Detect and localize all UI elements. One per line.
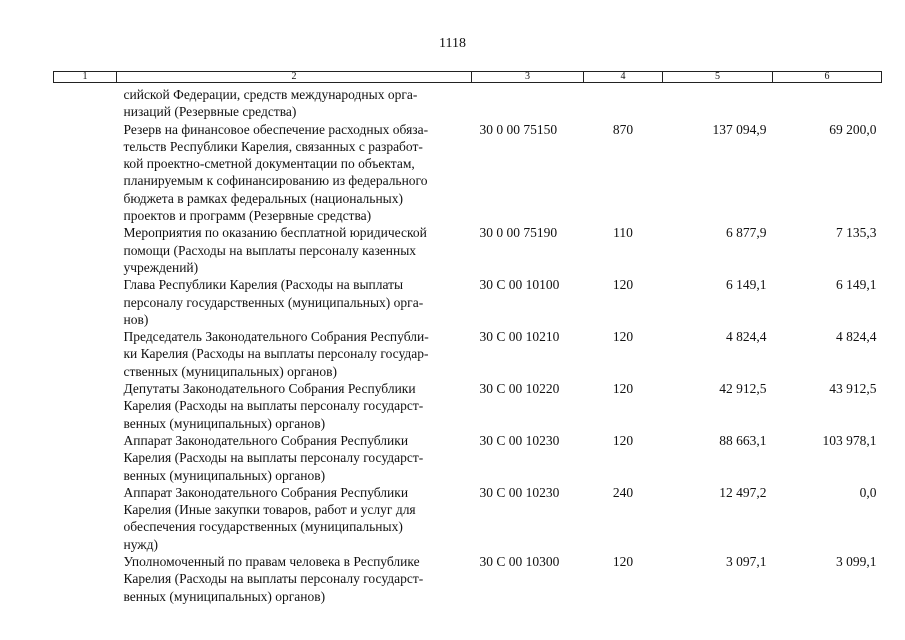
- cell-code: 30 0 00 75190: [479, 225, 558, 241]
- name-line: планируемым к софинансированию из федерального: [123, 173, 428, 189]
- name-line: Карелия (Расходы на выплаты персоналу государст-: [123, 571, 424, 587]
- name-line: Уполномоченный по правам человека в Республике: [123, 554, 420, 570]
- cell-index: [54, 553, 117, 605]
- name-line: кой проектно-сметной документации по объектам,: [123, 156, 415, 172]
- cell-index: [54, 83, 117, 121]
- table-row: [54, 83, 882, 121]
- cell-expense-type: 110: [613, 225, 633, 241]
- cell-amount-6: [773, 83, 882, 121]
- name-line: нов): [123, 311, 149, 327]
- cell-amount-6: 0,0: [859, 484, 877, 500]
- name-line: Аппарат Законодательного Собрания Республики: [123, 484, 409, 500]
- cell-amount-5: 6 149,1: [726, 277, 767, 293]
- cell-code: [472, 83, 584, 121]
- cell-name: [117, 484, 472, 553]
- cell-index: [54, 328, 117, 380]
- cell-name: [117, 83, 472, 121]
- name-line: персоналу государственных (муниципальных) орга-: [123, 294, 424, 310]
- name-line: проектов и программ (Резервные средства): [123, 208, 372, 224]
- name-line: Резерв на финансовое обеспечение расходных обяза-: [123, 121, 429, 137]
- cell-amount-5: 3 097,1: [726, 554, 767, 570]
- table-row: [54, 276, 882, 328]
- cell-index: [54, 276, 117, 328]
- cell-amount-5: 88 663,1: [719, 432, 767, 448]
- cell-index: [54, 121, 117, 225]
- name-line: Карелия (Расходы на выплаты персоналу государст-: [123, 398, 424, 414]
- cell-expense-type: 870: [612, 121, 634, 137]
- table-row: [54, 484, 882, 553]
- table-header-row: [54, 72, 882, 83]
- column-header-5: 5: [663, 72, 773, 83]
- cell-amount-5: 42 912,5: [719, 381, 767, 397]
- cell-amount-6: 3 099,1: [836, 554, 877, 570]
- name-line: сийской Федерации, средств международных орга-: [123, 87, 418, 102]
- cell-code: 30 С 00 10100: [479, 277, 560, 293]
- cell-name: [117, 276, 472, 328]
- cell-name: [117, 328, 472, 380]
- cell-index: [54, 224, 117, 276]
- cell-expense-type: 120: [612, 329, 634, 345]
- name-line: обеспечения государственных (муниципальных): [123, 519, 403, 535]
- page-number: 1118: [439, 36, 466, 51]
- cell-code: 30 С 00 10220: [479, 381, 560, 397]
- name-line: ки Карелия (Расходы на выплаты персоналу государ-: [123, 346, 429, 362]
- column-header-2: 2: [117, 72, 472, 83]
- name-line: венных (муниципальных) органов): [123, 467, 326, 483]
- cell-index: [54, 484, 117, 553]
- name-line: Аппарат Законодательного Собрания Республики: [123, 432, 409, 448]
- name-line: тельств Республики Карелия, связанных с разработ-: [123, 138, 423, 154]
- cell-index: [54, 380, 117, 432]
- cell-amount-6: 43 912,5: [829, 381, 877, 397]
- cell-index: [54, 432, 117, 484]
- cell-code: 30 0 00 75150: [479, 121, 558, 137]
- cell-expense-type: 120: [612, 277, 634, 293]
- budget-table: [53, 71, 882, 605]
- column-header-4: 4: [584, 72, 663, 83]
- name-line: венных (муниципальных) органов): [123, 588, 326, 604]
- name-line: низаций (Резервные средства): [123, 104, 297, 120]
- cell-expense-type: 120: [612, 554, 634, 570]
- cell-name: [117, 224, 472, 276]
- table-row: [54, 553, 882, 605]
- cell-amount-5: 137 094,9: [712, 121, 767, 137]
- name-line: Депутаты Законодательного Собрания Республики: [123, 381, 416, 397]
- cell-code: 30 С 00 10230: [479, 484, 560, 500]
- cell-code: 30 С 00 10300: [479, 554, 560, 570]
- cell-expense-type: [584, 83, 663, 121]
- cell-code: 30 С 00 10230: [479, 432, 560, 448]
- name-line: помощи (Расходы на выплаты персоналу казенных: [123, 242, 417, 258]
- cell-name: [117, 432, 472, 484]
- column-header-3: 3: [472, 72, 584, 83]
- name-line: Карелия (Расходы на выплаты персоналу государст-: [123, 450, 424, 466]
- name-line: Карелия (Иные закупки товаров, работ и услуг для: [123, 502, 416, 518]
- table-row: [54, 328, 882, 380]
- name-line: венных (муниципальных) органов): [123, 415, 326, 431]
- cell-amount-6: 103 978,1: [822, 432, 877, 448]
- cell-name: [117, 121, 472, 225]
- cell-name: [117, 553, 472, 605]
- column-header-1: 1: [54, 72, 117, 83]
- cell-amount-6: 69 200,0: [829, 121, 877, 137]
- cell-amount-6: 7 135,3: [836, 225, 877, 241]
- table-row: [54, 224, 882, 276]
- name-line: учреждений): [123, 259, 199, 275]
- cell-code: 30 С 00 10210: [479, 329, 560, 345]
- table-row: [54, 380, 882, 432]
- name-line: Мероприятия по оказанию бесплатной юридической: [123, 225, 427, 241]
- table-row: [54, 121, 882, 225]
- cell-name: [117, 380, 472, 432]
- name-line: бюджета в рамках федеральных (национальных): [123, 190, 403, 206]
- cell-amount-5: [663, 83, 773, 121]
- name-line: нужд): [123, 536, 158, 552]
- name-line: Председатель Законодательного Собрания Республи-: [123, 329, 429, 345]
- cell-amount-5: 4 824,4: [726, 329, 767, 345]
- cell-amount-5: 12 497,2: [719, 484, 767, 500]
- cell-amount-6: 6 149,1: [836, 277, 877, 293]
- cell-amount-6: 4 824,4: [836, 329, 877, 345]
- cell-expense-type: 120: [612, 432, 634, 448]
- column-header-6: 6: [773, 72, 882, 83]
- name-line: ственных (муниципальных) органов): [123, 363, 338, 379]
- name-line: Глава Республики Карелия (Расходы на выплаты: [123, 277, 404, 293]
- cell-expense-type: 120: [612, 381, 634, 397]
- table-row: [54, 432, 882, 484]
- cell-expense-type: 240: [612, 484, 634, 500]
- cell-amount-5: 6 877,9: [726, 225, 767, 241]
